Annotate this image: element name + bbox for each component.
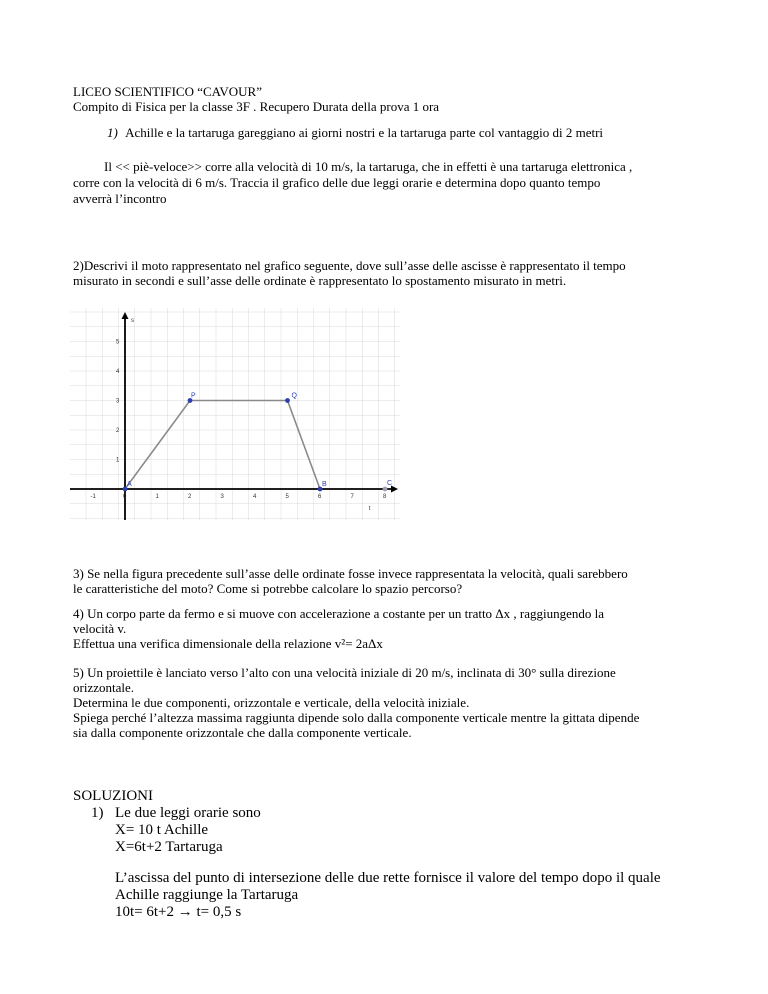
x-tick-label: 1 [155,494,159,500]
question-4-line1: 4) Un corpo parte da fermo e si muove con accelerazione a costante per un tratto Δx , raggiungendo la [73,606,605,621]
x-tick-label: 2 [188,494,192,500]
solution-1-text-line1: L’ascissa del punto di intersezione delle due rette fornisce il valore del tempo dopo il quale [115,870,661,886]
question-4-line2: velocità v. [73,621,127,636]
question-1-number: 1) [107,125,118,140]
x-tick-label: 4 [253,494,257,500]
point-label-q: Q [291,392,297,400]
question-1-body-line2: corre con la velocità di 6 m/s. Traccia il grafico delle due leggi orarie e determina dopo quanto tempo [73,175,601,190]
y-tick-label: 4 [116,369,120,375]
motion-graph [70,308,400,520]
y-tick-label: 2 [116,428,120,434]
solution-1-law-achille: X= 10 t Achille [115,822,209,838]
x-tick-label: 7 [350,494,354,500]
x-tick-label: 5 [285,494,289,500]
y-tick-label: 1 [116,457,120,464]
x-tick-label: 0 [123,494,127,500]
y-axis-label: s [131,318,134,324]
point-label-a: A [127,481,132,488]
x-tick-label: -1 [90,494,96,500]
x-axis-label: t [368,506,371,512]
question-1-intro [107,125,603,140]
question-2-line2: misurato in secondi e sull’asse delle ordinate è rappresentato lo spostamento misurato in metri. [73,273,567,288]
question-4-line3: Effettua una verifica dimensionale della relazione v²= 2aΔx [73,636,383,651]
question-1-intro-text: Achille e la tartaruga gareggiano ai giorni nostri e la tartaruga parte col vantaggio di 2 metri [125,125,604,140]
point-label-c: C [387,480,393,487]
solution-1-equation: 10t= 6t+2 → t= 0,5 s [115,904,242,920]
question-5-line4: Spiega perché l’altezza massima raggiunta dipende solo dalla componente verticale mentre la gittata dipende [73,710,640,725]
question-1-body-line3: avverrà l’incontro [73,191,167,206]
data-point-q [285,398,290,403]
solution-1-intro: Le due leggi orarie sono [115,805,261,821]
question-5-line5: sia dalla componente orizzontale che dalla componente verticale. [73,725,412,740]
question-5-line3: Determina le due componenti, orizzontale e verticale, della velocità iniziale. [73,695,470,710]
point-label-p: P [191,392,196,400]
motion-graph-svg [70,308,400,520]
question-3-line2: le caratteristiche del moto? Come si potrebbe calcolare lo spazio percorso? [73,581,463,596]
x-tick-label: 3 [220,494,224,500]
y-axis-arrow [122,312,129,319]
question-5-line2: orizzontale. [73,680,134,695]
y-tick-label: 5 [116,339,120,346]
x-tick-label: 8 [383,494,387,500]
data-point-c [383,487,388,492]
question-3-line1: 3) Se nella figura precedente sull’asse delle ordinate fosse invece rappresentata la velocità, quali sarebbero [73,566,628,581]
solution-1-law-tartaruga: X=6t+2 Tartaruga [115,839,223,855]
y-tick-label: 3 [116,398,120,405]
point-label-b: B [322,481,327,488]
question-2-line1: 2)Descrivi il moto rappresentato nel grafico seguente, dove sull’asse delle ascisse è rappresentato il tempo [73,258,626,273]
solution-1-number: 1) [91,805,104,821]
school-name: LICEO SCIENTIFICO “CAVOUR” [73,84,262,99]
question-1-body-line1: Il << piè-veloce>> corre alla velocità di 10 m/s, la tartaruga, che in effetti è una tartaruga elettronica , [104,159,633,174]
exam-subtitle: Compito di Fisica per la classe 3F . Recupero Durata della prova 1 ora [73,99,440,114]
x-tick-label: 6 [318,494,322,500]
question-5-line1: 5) Un proiettile è lanciato verso l’alto con una velocità iniziale di 20 m/s, inclinata di 30° sulla direzione [73,665,616,680]
solutions-title: SOLUZIONI [73,788,153,804]
solution-1-text-line2: Achille raggiunge la Tartaruga [115,887,299,903]
